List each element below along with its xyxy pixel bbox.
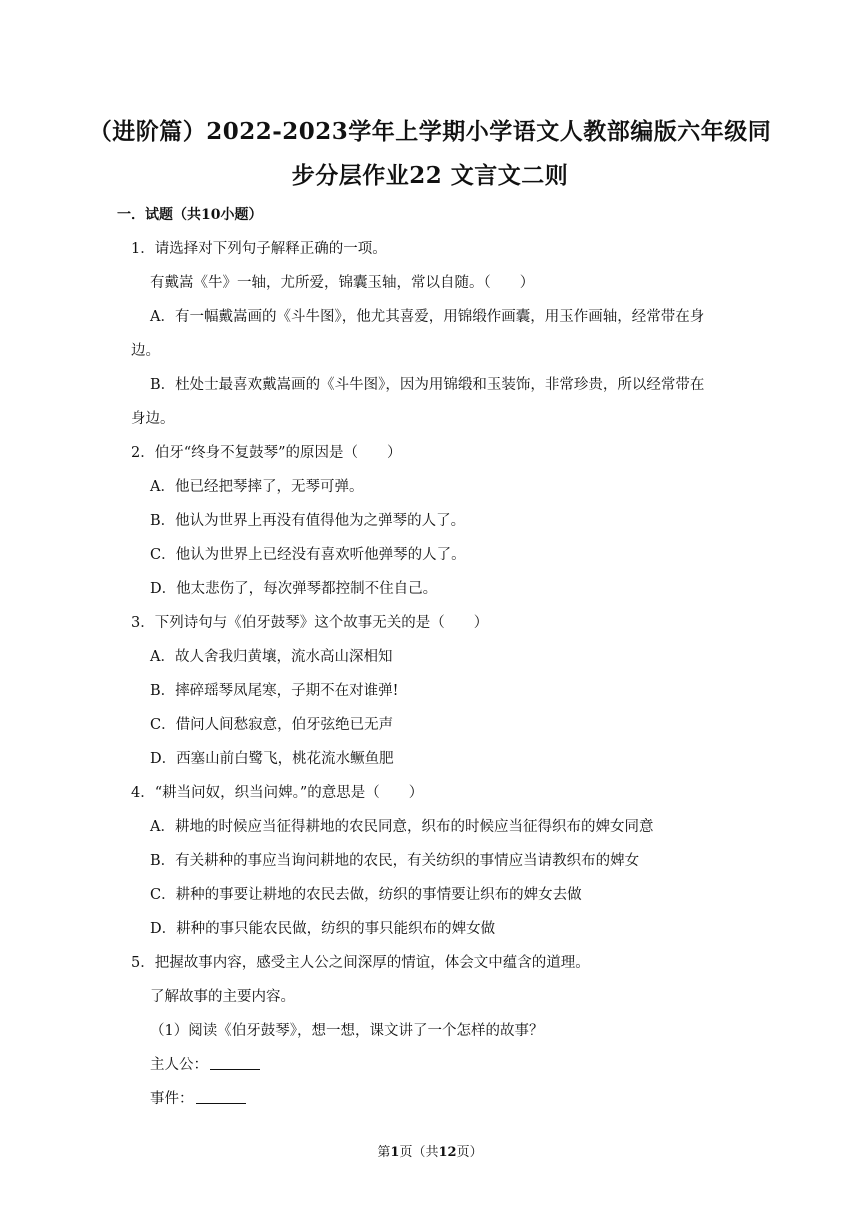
question-4-option-d: D．耕种的事只能农民做，纺织的事只能织布的婢女做 <box>150 921 496 937</box>
question-1-stem: 1．请选择对下列句子解释正确的一项。 <box>131 241 387 257</box>
footer-suffix: 页） <box>456 1145 483 1160</box>
question-3-option-b: B．摔碎瑶琴凤尾寒，子期不在对谁弹! <box>150 683 399 699</box>
footer-total-pages: 12 <box>438 1145 457 1160</box>
question-2-stem: 2．伯牙“终身不复鼓琴”的原因是（ ） <box>131 445 402 461</box>
footer-page-number: 1 <box>390 1145 400 1160</box>
question-5-subheading: 了解故事的主要内容。 <box>150 989 295 1005</box>
question-5-field-protagonist <box>150 1053 260 1074</box>
document-title-line-1: （进阶篇）2022-2023学年上学期小学语文人教部编版六年级同 <box>88 118 772 145</box>
protagonist-label: 主人公： <box>150 1057 208 1073</box>
protagonist-answer-blank[interactable] <box>210 1055 260 1070</box>
question-3-option-d: D．西塞山前白鹭飞，桃花流水鳜鱼肥 <box>150 751 394 767</box>
question-4-stem: 4．“耕当问奴，织当问婢。”的意思是（ ） <box>131 785 424 801</box>
question-1-option-b-line-1: B．杜处士最喜欢戴嵩画的《斗牛图》，因为用锦缎和玉装饰，非常珍贵，所以经常带在 <box>150 377 705 393</box>
question-4-option-a: A．耕地的时候应当征得耕地的农民同意，织布的时候应当征得织布的婢女同意 <box>150 819 654 835</box>
footer-prefix: 第 <box>377 1145 391 1160</box>
question-1-option-a-line-1: A．有一幅戴嵩画的《斗牛图》，他尤其喜爱，用锦缎作画囊，用玉作画轴，经常带在身 <box>150 309 705 325</box>
event-answer-blank[interactable] <box>196 1089 246 1104</box>
document-title-line-2: 步分层作业22 文言文二则 <box>291 162 569 189</box>
question-2-option-c: C．他认为世界上已经没有喜欢听他弹琴的人了。 <box>150 547 466 563</box>
question-5-part-1: （1）阅读《伯牙鼓琴》，想一想，课文讲了一个怎样的故事？ <box>150 1023 544 1039</box>
event-label: 事件： <box>150 1091 194 1107</box>
question-3-option-c: C．借问人间愁寂意，伯牙弦绝已无声 <box>150 717 394 733</box>
question-3-option-a: A．故人舍我归黄壤，流水高山深相知 <box>150 649 393 665</box>
question-5-field-event <box>150 1087 246 1108</box>
section-heading: 一．试题（共10小题） <box>117 207 263 223</box>
question-2-option-b: B．他认为世界上再没有值得他为之弹琴的人了。 <box>150 513 466 529</box>
question-1-option-b-line-2: 身边。 <box>131 411 175 427</box>
question-1-option-a-line-2: 边。 <box>131 343 160 359</box>
footer-mid: 页（共 <box>399 1145 439 1160</box>
page-footer <box>0 1141 860 1160</box>
question-4-option-c: C．耕种的事要让耕地的农民去做，纺织的事情要让织布的婢女去做 <box>150 887 582 903</box>
question-1-quote: 有戴嵩《牛》一轴，尤所爱，锦囊玉轴，常以自随。（ ） <box>150 275 535 291</box>
question-2-option-a: A．他已经把琴摔了，无琴可弹。 <box>150 479 364 495</box>
question-4-option-b: B．有关耕种的事应当询问耕地的农民，有关纺织的事情应当请教织布的婢女 <box>150 853 640 869</box>
question-5-stem: 5．把握故事内容，感受主人公之间深厚的情谊，体会文中蕴含的道理。 <box>131 955 590 971</box>
question-3-stem: 3．下列诗句与《伯牙鼓琴》这个故事无关的是（ ） <box>131 615 489 631</box>
question-2-option-d: D．他太悲伤了，每次弹琴都控制不住自己。 <box>150 581 438 597</box>
